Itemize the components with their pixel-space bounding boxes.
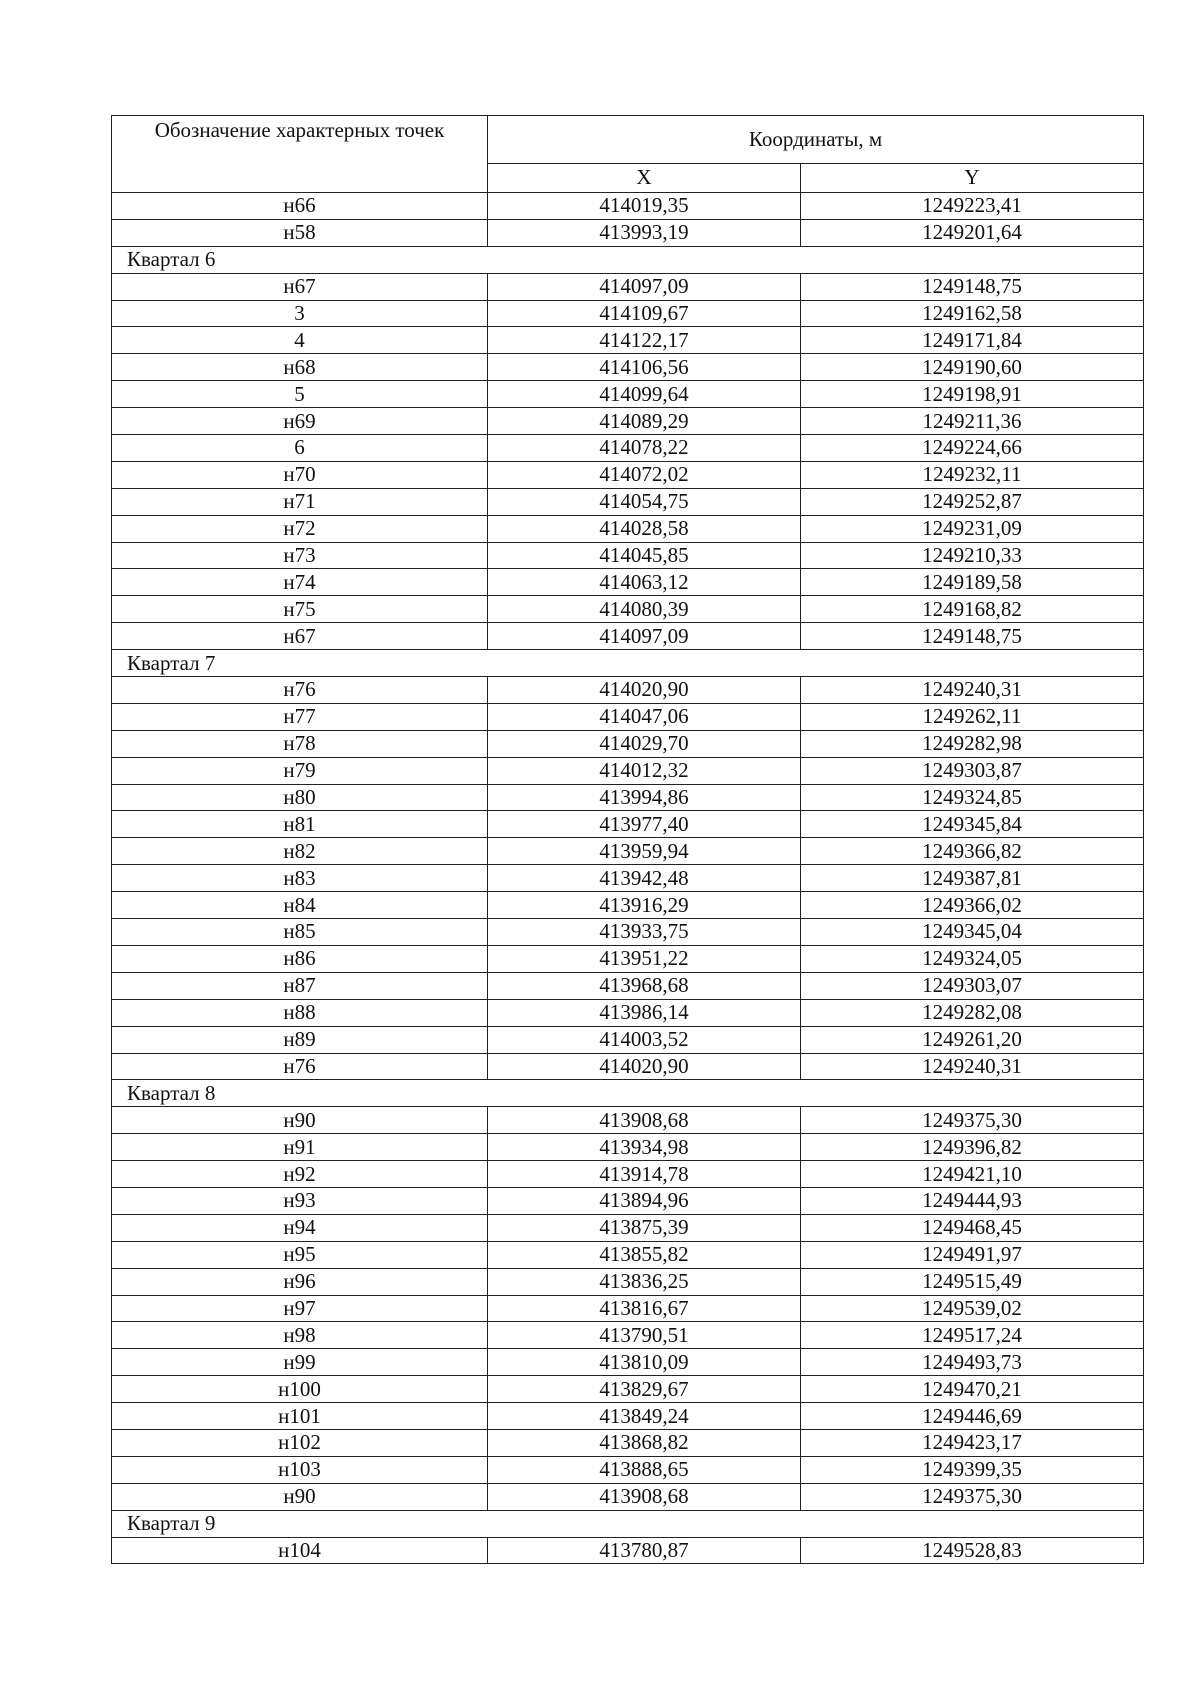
- point-label: н76: [112, 677, 488, 704]
- point-label: н98: [112, 1322, 488, 1349]
- x-coordinate: 413914,78: [488, 1161, 801, 1188]
- y-coordinate: 1249168,82: [801, 596, 1144, 623]
- y-coordinate: 1249324,05: [801, 945, 1144, 972]
- x-coordinate: 414054,75: [488, 488, 801, 515]
- table-row: [112, 435, 1144, 462]
- table-row: [112, 408, 1144, 435]
- point-label: н77: [112, 703, 488, 730]
- table-row: [112, 865, 1144, 892]
- x-coordinate: 414097,09: [488, 623, 801, 650]
- y-coordinate: 1249324,85: [801, 784, 1144, 811]
- point-label: н100: [112, 1376, 488, 1403]
- x-coordinate: 413894,96: [488, 1187, 801, 1214]
- table-row: [112, 1537, 1144, 1564]
- table-header: [112, 116, 1144, 193]
- y-coordinate: 1249252,87: [801, 488, 1144, 515]
- point-label: н85: [112, 919, 488, 946]
- point-label: н71: [112, 488, 488, 515]
- x-coordinate: 413810,09: [488, 1349, 801, 1376]
- y-coordinate: 1249539,02: [801, 1295, 1144, 1322]
- y-coordinate: 1249491,97: [801, 1241, 1144, 1268]
- table-row: [112, 1456, 1144, 1483]
- y-coordinate: 1249171,84: [801, 327, 1144, 354]
- table-row: [112, 1134, 1144, 1161]
- table-row: [112, 488, 1144, 515]
- x-coordinate: 413829,67: [488, 1376, 801, 1403]
- point-label: н74: [112, 569, 488, 596]
- y-coordinate: 1249396,82: [801, 1134, 1144, 1161]
- y-coordinate: 1249198,91: [801, 381, 1144, 408]
- y-coordinate: 1249423,17: [801, 1429, 1144, 1456]
- y-coordinate: 1249444,93: [801, 1187, 1144, 1214]
- table-row: [112, 784, 1144, 811]
- x-coordinate: 413951,22: [488, 945, 801, 972]
- x-coordinate: 414020,90: [488, 1053, 801, 1080]
- table-row: [112, 757, 1144, 784]
- section-row: [112, 1080, 1144, 1107]
- x-coordinate: 413986,14: [488, 999, 801, 1026]
- header-x: X: [488, 163, 801, 192]
- table-row: [112, 1053, 1144, 1080]
- x-coordinate: 414078,22: [488, 435, 801, 462]
- point-label: н81: [112, 811, 488, 838]
- table-row: [112, 838, 1144, 865]
- table-row: [112, 1349, 1144, 1376]
- section-row: [112, 246, 1144, 273]
- x-coordinate: 413916,29: [488, 892, 801, 919]
- table-row: [112, 1161, 1144, 1188]
- y-coordinate: 1249148,75: [801, 623, 1144, 650]
- y-coordinate: 1249201,64: [801, 219, 1144, 246]
- point-label: н103: [112, 1456, 488, 1483]
- table-row: [112, 1107, 1144, 1134]
- point-label: н72: [112, 515, 488, 542]
- y-coordinate: 1249421,10: [801, 1161, 1144, 1188]
- x-coordinate: 414012,32: [488, 757, 801, 784]
- table-row: [112, 327, 1144, 354]
- x-coordinate: 413959,94: [488, 838, 801, 865]
- table-row: [112, 542, 1144, 569]
- x-coordinate: 413933,75: [488, 919, 801, 946]
- x-coordinate: 414045,85: [488, 542, 801, 569]
- y-coordinate: 1249366,82: [801, 838, 1144, 865]
- y-coordinate: 1249223,41: [801, 193, 1144, 220]
- x-coordinate: 413855,82: [488, 1241, 801, 1268]
- point-label: н58: [112, 219, 488, 246]
- section-label: Квартал 8: [112, 1080, 1144, 1107]
- section-label: Квартал 6: [112, 246, 1144, 273]
- x-coordinate: 413888,65: [488, 1456, 801, 1483]
- point-label: н99: [112, 1349, 488, 1376]
- point-label: н96: [112, 1268, 488, 1295]
- section-row: [112, 1510, 1144, 1537]
- x-coordinate: 413780,87: [488, 1537, 801, 1564]
- x-coordinate: 413934,98: [488, 1134, 801, 1161]
- x-coordinate: 413908,68: [488, 1107, 801, 1134]
- table-row: [112, 1026, 1144, 1053]
- coordinates-table: [111, 115, 1144, 1564]
- y-coordinate: 1249375,30: [801, 1107, 1144, 1134]
- point-label: н87: [112, 972, 488, 999]
- x-coordinate: 414003,52: [488, 1026, 801, 1053]
- table-row: [112, 1295, 1144, 1322]
- y-coordinate: 1249261,20: [801, 1026, 1144, 1053]
- table-row: [112, 1483, 1144, 1510]
- y-coordinate: 1249345,04: [801, 919, 1144, 946]
- x-coordinate: 414019,35: [488, 193, 801, 220]
- table-row: [112, 354, 1144, 381]
- y-coordinate: 1249282,98: [801, 730, 1144, 757]
- point-label: н90: [112, 1107, 488, 1134]
- table-row: [112, 811, 1144, 838]
- point-label: н89: [112, 1026, 488, 1053]
- table-row: [112, 193, 1144, 220]
- section-row: [112, 650, 1144, 677]
- table-row: [112, 999, 1144, 1026]
- y-coordinate: 1249240,31: [801, 677, 1144, 704]
- y-coordinate: 1249303,07: [801, 972, 1144, 999]
- table-row: [112, 1429, 1144, 1456]
- x-coordinate: 413942,48: [488, 865, 801, 892]
- table-row: [112, 623, 1144, 650]
- y-coordinate: 1249303,87: [801, 757, 1144, 784]
- table-row: [112, 1322, 1144, 1349]
- point-label: н79: [112, 757, 488, 784]
- table-row: [112, 1187, 1144, 1214]
- y-coordinate: 1249528,83: [801, 1537, 1144, 1564]
- x-coordinate: 413875,39: [488, 1214, 801, 1241]
- y-coordinate: 1249345,84: [801, 811, 1144, 838]
- x-coordinate: 414028,58: [488, 515, 801, 542]
- point-label: 5: [112, 381, 488, 408]
- x-coordinate: 413836,25: [488, 1268, 801, 1295]
- point-label: н66: [112, 193, 488, 220]
- table-row: [112, 919, 1144, 946]
- header-coordinates: Координаты, м: [488, 116, 1144, 164]
- point-label: н82: [112, 838, 488, 865]
- table-row: [112, 1403, 1144, 1430]
- header-y: Y: [801, 163, 1144, 192]
- table-row: [112, 219, 1144, 246]
- table-row: [112, 703, 1144, 730]
- x-coordinate: 414080,39: [488, 596, 801, 623]
- y-coordinate: 1249232,11: [801, 461, 1144, 488]
- point-label: н70: [112, 461, 488, 488]
- y-coordinate: 1249366,02: [801, 892, 1144, 919]
- x-coordinate: 414020,90: [488, 677, 801, 704]
- header-point-designation: Обозначение характерных точек: [112, 116, 488, 193]
- x-coordinate: 413849,24: [488, 1403, 801, 1430]
- point-label: н91: [112, 1134, 488, 1161]
- point-label: н78: [112, 730, 488, 757]
- y-coordinate: 1249375,30: [801, 1483, 1144, 1510]
- point-label: н92: [112, 1161, 488, 1188]
- x-coordinate: 414106,56: [488, 354, 801, 381]
- x-coordinate: 414099,64: [488, 381, 801, 408]
- y-coordinate: 1249399,35: [801, 1456, 1144, 1483]
- table-row: [112, 1376, 1144, 1403]
- table-row: [112, 596, 1144, 623]
- y-coordinate: 1249240,31: [801, 1053, 1144, 1080]
- table-row: [112, 892, 1144, 919]
- x-coordinate: 413908,68: [488, 1483, 801, 1510]
- point-label: н94: [112, 1214, 488, 1241]
- point-label: н69: [112, 408, 488, 435]
- point-label: 4: [112, 327, 488, 354]
- point-label: н67: [112, 623, 488, 650]
- section-label: Квартал 7: [112, 650, 1144, 677]
- x-coordinate: 414097,09: [488, 273, 801, 300]
- x-coordinate: 413977,40: [488, 811, 801, 838]
- y-coordinate: 1249262,11: [801, 703, 1144, 730]
- point-label: н67: [112, 273, 488, 300]
- x-coordinate: 413994,86: [488, 784, 801, 811]
- y-coordinate: 1249190,60: [801, 354, 1144, 381]
- point-label: н102: [112, 1429, 488, 1456]
- y-coordinate: 1249515,49: [801, 1268, 1144, 1295]
- y-coordinate: 1249493,73: [801, 1349, 1144, 1376]
- y-coordinate: 1249189,58: [801, 569, 1144, 596]
- y-coordinate: 1249387,81: [801, 865, 1144, 892]
- y-coordinate: 1249470,21: [801, 1376, 1144, 1403]
- table-row: [112, 1268, 1144, 1295]
- y-coordinate: 1249162,58: [801, 300, 1144, 327]
- x-coordinate: 413868,82: [488, 1429, 801, 1456]
- point-label: н80: [112, 784, 488, 811]
- point-label: н104: [112, 1537, 488, 1564]
- point-label: н75: [112, 596, 488, 623]
- y-coordinate: 1249517,24: [801, 1322, 1144, 1349]
- table-row: [112, 569, 1144, 596]
- y-coordinate: 1249148,75: [801, 273, 1144, 300]
- table-row: [112, 945, 1144, 972]
- point-label: н86: [112, 945, 488, 972]
- y-coordinate: 1249446,69: [801, 1403, 1144, 1430]
- point-label: н84: [112, 892, 488, 919]
- table-row: [112, 677, 1144, 704]
- section-label: Квартал 9: [112, 1510, 1144, 1537]
- point-label: н101: [112, 1403, 488, 1430]
- x-coordinate: 414029,70: [488, 730, 801, 757]
- point-label: н76: [112, 1053, 488, 1080]
- x-coordinate: 413816,67: [488, 1295, 801, 1322]
- x-coordinate: 414122,17: [488, 327, 801, 354]
- y-coordinate: 1249224,66: [801, 435, 1144, 462]
- table-row: [112, 300, 1144, 327]
- point-label: н95: [112, 1241, 488, 1268]
- x-coordinate: 414109,67: [488, 300, 801, 327]
- x-coordinate: 414047,06: [488, 703, 801, 730]
- point-label: н93: [112, 1187, 488, 1214]
- table-row: [112, 1241, 1144, 1268]
- point-label: 3: [112, 300, 488, 327]
- table-body: [112, 193, 1144, 1564]
- table-row: [112, 461, 1144, 488]
- y-coordinate: 1249211,36: [801, 408, 1144, 435]
- y-coordinate: 1249231,09: [801, 515, 1144, 542]
- y-coordinate: 1249468,45: [801, 1214, 1144, 1241]
- x-coordinate: 413993,19: [488, 219, 801, 246]
- x-coordinate: 414089,29: [488, 408, 801, 435]
- point-label: н97: [112, 1295, 488, 1322]
- y-coordinate: 1249210,33: [801, 542, 1144, 569]
- point-label: н68: [112, 354, 488, 381]
- point-label: н73: [112, 542, 488, 569]
- table-row: [112, 730, 1144, 757]
- x-coordinate: 414072,02: [488, 461, 801, 488]
- point-label: н83: [112, 865, 488, 892]
- y-coordinate: 1249282,08: [801, 999, 1144, 1026]
- table-row: [112, 273, 1144, 300]
- point-label: 6: [112, 435, 488, 462]
- point-label: н88: [112, 999, 488, 1026]
- x-coordinate: 413790,51: [488, 1322, 801, 1349]
- table-row: [112, 381, 1144, 408]
- table-row: [112, 972, 1144, 999]
- point-label: н90: [112, 1483, 488, 1510]
- table-row: [112, 1214, 1144, 1241]
- table-row: [112, 515, 1144, 542]
- x-coordinate: 414063,12: [488, 569, 801, 596]
- x-coordinate: 413968,68: [488, 972, 801, 999]
